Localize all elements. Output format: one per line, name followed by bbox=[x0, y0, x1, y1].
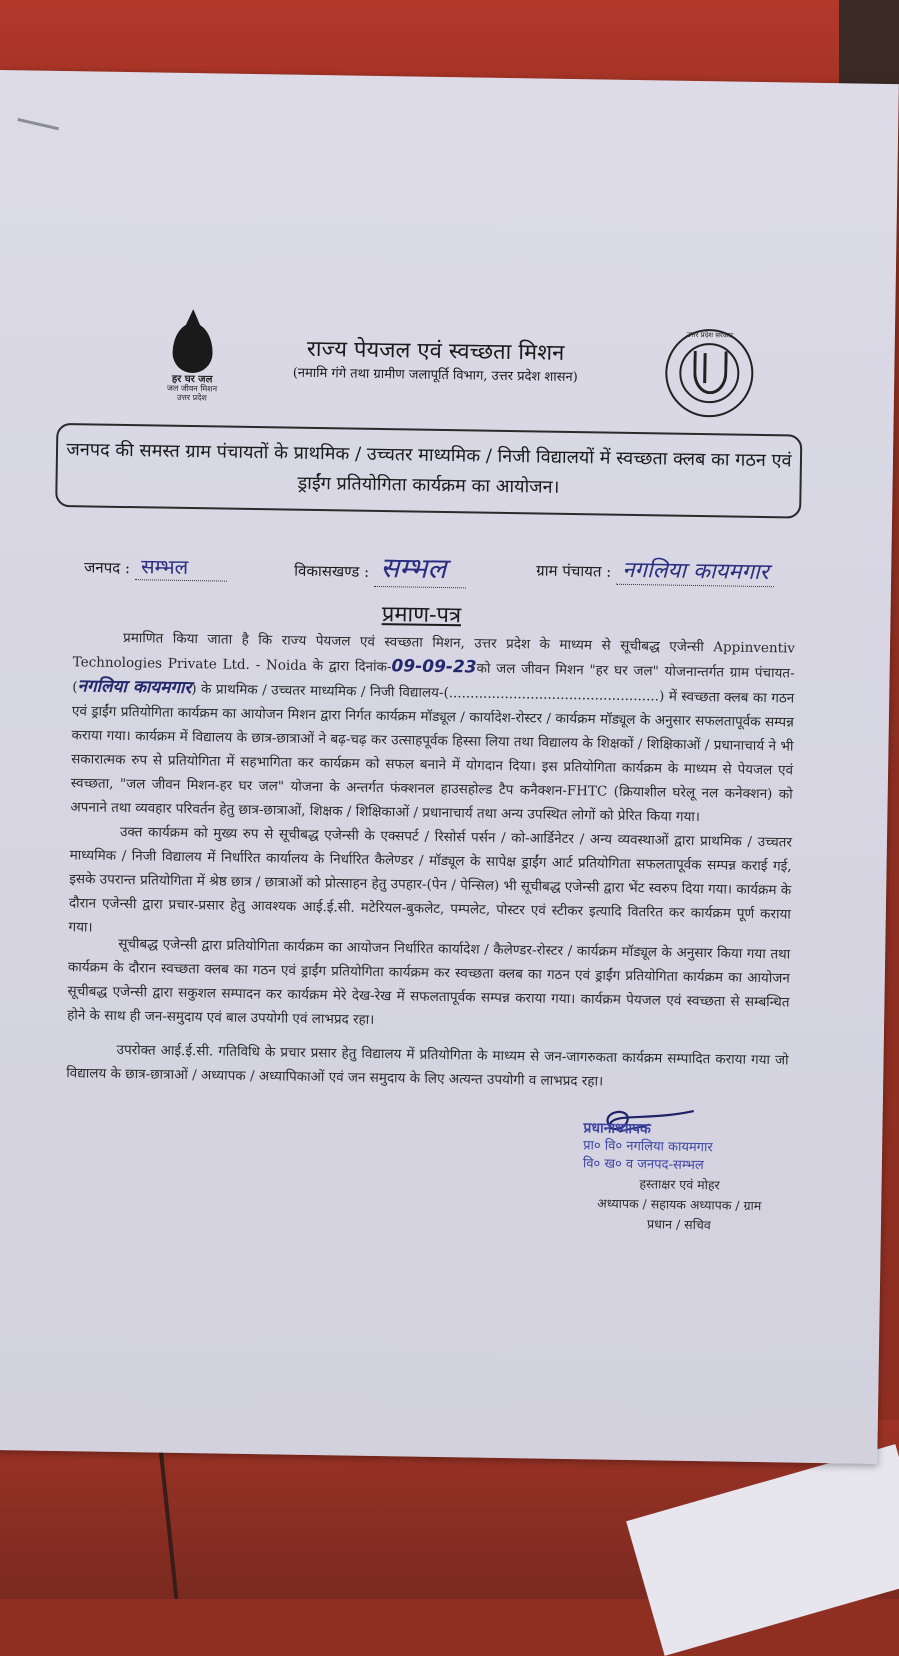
signature-label bbox=[564, 1173, 795, 1237]
gram-panchayat-label: ग्राम पंचायत : bbox=[536, 561, 612, 581]
handwritten-village: नगलिया कायमगार bbox=[77, 676, 192, 699]
paragraph-1-part-b: को जल जीवन मिशन "हर घर जल" योजनान्तर्गत ग्राम पंचायत-( bbox=[72, 660, 795, 696]
logo-line-3: उत्तर प्रदेश bbox=[176, 392, 207, 403]
background-dark-corner bbox=[839, 0, 899, 90]
water-drop-icon bbox=[172, 323, 213, 374]
vikaskhand-label: विकासखण्ड : bbox=[294, 561, 370, 581]
staple-icon bbox=[17, 118, 59, 130]
paragraph-2: उक्त कार्यक्रम को मुख्य रुप से सूचीबद्ध एजेन्सी के एक्सपर्ट / रिसोर्स पर्सन / को-आर्डिनेटर / अन्य व्यवस्थाओं द्वारा प्राथमिक / उच्चतर माध्यमिक / निजी विद्यालय में निर्धारित कार्यालय के निर्धारित कैलेण्डर / मॉड्यूल के सापेक्ष ड्राईंग आर्ट प्रतियोगिता सफलतापूर्वक सम्पन्न कराई गई, इसके उपरान्त प्रतियोगिता में श्रेष्ठ छात्र / छात्राओं को प्रोत्साहन हेतु उपहार-(पेन / पेन्सिल) भी सूचीबद्ध एजेन्सी द्वारा भेंट स्वरुप दिया गया। कार्यक्रम के दौरान एजेन्सी द्वारा प्रचार-प्रसार हेतु आवश्यक आई.ई.सी. मटेरियल-बुकलेट, पम्पलेट, पोस्टर एवं स्टीकर इत्यादि वितरित कर कार्यक्रम पूर्ण कराया गया। bbox=[68, 823, 793, 936]
gram-panchayat-value: नगलिया कायमगार bbox=[616, 554, 775, 587]
paragraph-3: सूचीबद्ध एजेन्सी द्वारा प्रतियोगिता कार्यक्रम का आयोजन निर्धारित कार्यादेश / कैलेण्डर-रोस्टर / कार्यक्रम मॉड्यूल के अनुसार किया गया तथा कार्यक्रम के दौरान स्वच्छता क्लब का गठन एवं ड्राईंग प्रतियोगिता कार्यक्रम कर स्वच्छता क्लब का गठन एवं ड्राईंग प्रतियोगिता कार्यक्रम का आयोजन सूचीबद्ध एजेन्सी द्वारा सकुशल सम्पादन कर कार्यक्रम मेरे देख-रेख में सफलतापूर्वक सम्पन्न कराया गया। कार्यक्रम पेयजल एवं स्वच्छता से सम्बन्धित होने के साथ ही जन-समुदाय एवं बाल उपयोगी एवं लाभप्रद रहा। bbox=[67, 935, 791, 1028]
handwritten-date: 09-09-23 bbox=[391, 656, 477, 678]
logo-line-2: जल जीवन मिशन bbox=[166, 383, 218, 394]
stamp-line-2: प्रा० वि० नगलिया कायमगार bbox=[583, 1138, 713, 1156]
signature-label-line-1: हस्ताक्षर एवं मोहर bbox=[639, 1176, 720, 1193]
janpad-value: सम्भल bbox=[135, 552, 227, 581]
vikaskhand-field bbox=[294, 547, 467, 589]
headmaster-stamp bbox=[583, 1119, 784, 1176]
stamp-line-1: प्रधानाध्यापक bbox=[583, 1120, 651, 1138]
stamp-line-3: वि० ख० व जनपद-सम्भल bbox=[582, 1156, 704, 1174]
gram-panchayat-field bbox=[536, 552, 775, 587]
certificate-paper bbox=[0, 70, 899, 1464]
seal-text: उत्तर प्रदेश सरकार bbox=[686, 330, 734, 340]
vikaskhand-value: सम्भल bbox=[374, 548, 467, 588]
logo-line-1: हर घर जल bbox=[171, 373, 213, 386]
mission-subtitle: (नमामि गंगे तथा ग्रामीण जलापूर्ति विभाग, उत्तर प्रदेश शासन) bbox=[292, 365, 578, 386]
subject-box: जनपद की समस्त ग्राम पंचायतों के प्राथमिक / उच्चतर माध्यमिक / निजी विद्यालयों में स्वच्छता क्लब का गठन एवं ड्राईंग प्रतियोगिता कार्यक्रम का आयोजन। bbox=[55, 423, 802, 519]
janpad-label: जनपद : bbox=[84, 558, 131, 578]
paragraph-4: उपरोक्त आई.ई.सी. गतिविधि के प्रचार प्रसार हेतु विद्यालय में प्रतियोगिता के माध्यम से जन-जागरुकता कार्यक्रम सम्पादित कराया गया जो विद्यालय के छात्र-छात्राओं / अध्यापक / अध्यापिकाओं एवं जन समुदाय के लिए अत्यन्त उपयोगी व लाभप्रद रहा। bbox=[66, 1041, 789, 1090]
paragraph-1-part-a: प्रमाणित किया जाता है कि राज्य पेयजल एवं स्वच्छता मिशन, उत्तर प्रदेश के माध्यम से सूचीबद्ध एजेन्सी Appinventiv Technologies Private Ltd. - Noida के द्वारा दिनांक- bbox=[72, 630, 796, 676]
janpad-field bbox=[84, 551, 227, 581]
signature-label-line-2: अध्यापक / सहायक अध्यापक / ग्राम bbox=[597, 1195, 762, 1214]
location-fields bbox=[84, 543, 845, 595]
paragraph-1 bbox=[70, 625, 795, 830]
up-government-seal-icon bbox=[665, 328, 754, 417]
paragraph-1-part-c: ) के प्राथमिक / उच्चतर माध्यमिक / निजी विद्यालय-(.................................................) में स्वच्छता क्लब का गठन एवं ड्राईंग प्रतियोगिता कार्यक्रम का आयोजन मिशन द्वारा निर्गत कार्यक्रम मॉड्यूल / कार्यादेश-रोस्टर / कार्यक्रम मॉड्यूल के अनुसार सफलतापूर्वक सम्पन्न कराया गया। कार्यक्रम में विद्यालय के छात्र-छात्राओं ने बढ़-चढ़ कर उत्साहपूर्वक हिस्सा लिया तथा विद्यालय के शिक्षकों / शिक्षिकाओं / प्रधानाचार्य ने भी सकारात्मक रुप से प्रतियोगिता में सहभागिता कर कार्यक्रम को सफल बनाने में योगदान दिया। इस प्रतियोगिता कार्यक्रम के माध्यम से पेयजल एवं स्वच्छता, "जल जीवन मिशन-हर घर जल" योजना के अन्तर्गत फंक्शनल हाउसहोल्ड टैप कनैक्शन-FHTC (क्रियाशील घरेलू नल कनेक्शन) को अपनाने तथा व्यवहार परिवर्तन हेतु छात्र-छात्राओं, शिक्षक / शिक्षिकाओं / प्रधानाचार्य तथा अन्य उपस्थित लोगों को प्रेरित किया गया। bbox=[70, 681, 795, 826]
har-ghar-jal-logo bbox=[157, 323, 228, 403]
signature-label-line-3: प्रधान / सचिव bbox=[646, 1216, 711, 1233]
certificate-heading: प्रमाण-पत्र bbox=[381, 602, 462, 629]
mission-title: राज्य पेयजल एवं स्वच्छता मिशन bbox=[306, 336, 565, 366]
